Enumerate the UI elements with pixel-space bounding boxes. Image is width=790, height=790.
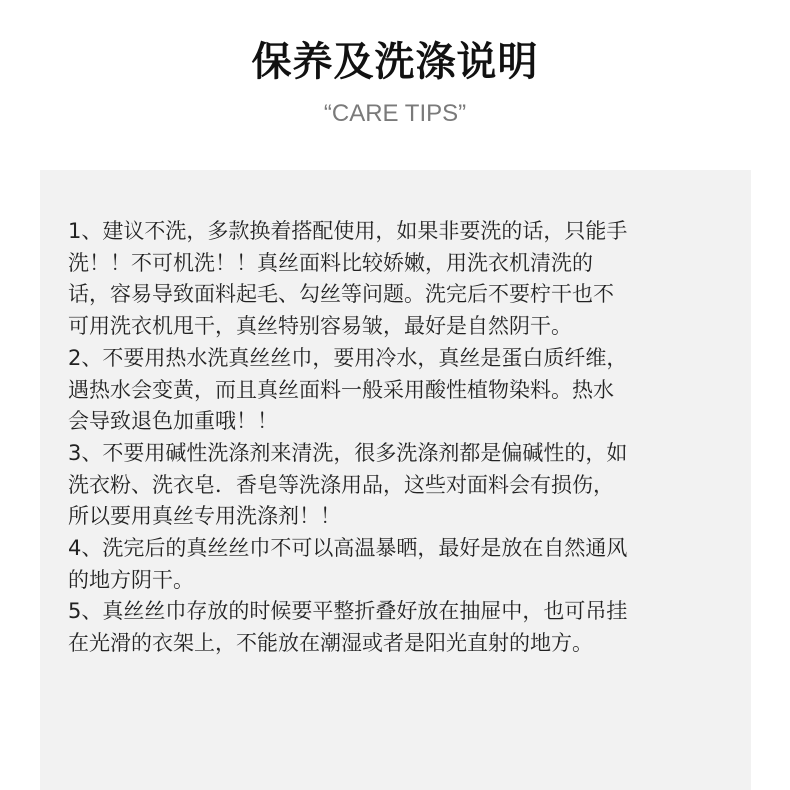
tip-line: 3、不要用碱性洗涤剂来清洗，很多洗涤剂都是偏碱性的，如 xyxy=(68,440,628,465)
tip-line: 所以要用真丝专用洗涤剂！！ xyxy=(68,504,341,529)
tip-line: 会导致退色加重哦！！ xyxy=(68,409,278,434)
care-tips-text xyxy=(68,216,728,660)
tip-line: 洗衣粉、洗衣皂．香皂等洗涤用品，这些对面料会有损伤， xyxy=(68,472,614,497)
tip-line: 洗！！不可机洗！！真丝面料比较娇嫩，用洗衣机清洗的 xyxy=(68,250,593,275)
tip-line: 遇热水会变黄，而且真丝面料一般采用酸性植物染料。热水 xyxy=(68,377,614,402)
tip-line: 话，容易导致面料起毛、勾丝等问题。洗完后不要柠干也不 xyxy=(68,282,614,307)
tip-line: 可用洗衣机甩干，真丝特别容易皱，最好是自然阴干。 xyxy=(68,314,572,339)
tip-line: 的地方阴干。 xyxy=(68,567,194,592)
tip-line: 2、不要用热水洗真丝丝巾，要用冷水，真丝是蛋白质纤维， xyxy=(68,345,628,370)
page-subtitle: “CARE TIPS” xyxy=(323,100,467,127)
page-title: 保养及洗涤说明 xyxy=(251,39,539,85)
tip-line: 1、建议不洗，多款换着搭配使用，如果非要洗的话，只能手 xyxy=(68,219,628,243)
tip-line: 5、真丝丝巾存放的时候要平整折叠好放在抽屉中，也可吊挂 xyxy=(68,599,628,624)
tip-line: 在光滑的衣架上，不能放在潮湿或者是阳光直射的地方。 xyxy=(68,631,593,656)
tip-line: 4、洗完后的真丝丝巾不可以高温暴晒，最好是放在自然通风 xyxy=(68,536,628,561)
